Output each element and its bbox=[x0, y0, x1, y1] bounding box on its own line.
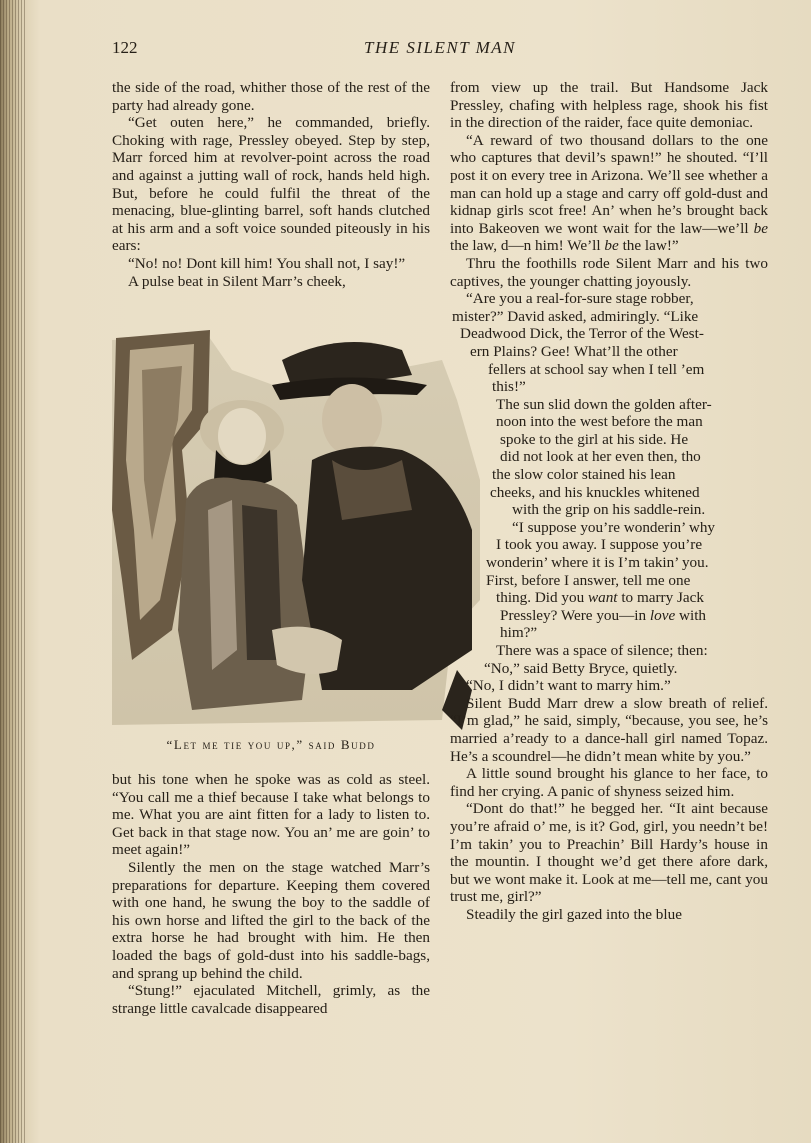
running-title: THE SILENT MAN bbox=[364, 38, 516, 57]
paragraph: Silent Budd Marr drew a slow breath of relief. “I’m glad,” he said, simply, “because, you see, he’s married a’ready to a dance-hall girl named Topaz. He’s a scoundrel—he didn’t mean white by you.” bbox=[450, 694, 768, 765]
text-line: noon into the west before the man bbox=[496, 413, 703, 431]
paragraph: Silently the men on the stage watched Marr’s preparations for departure. Keeping them covered with one hand, he swung the boy to the saddle of his own horse and lifted the girl to the back of the extra horse he had brought with him. He then loaded the bags of gold-dust into his saddle-bags, and sprang up behind the child. bbox=[112, 858, 430, 982]
text-line: did not look at her even then, tho bbox=[500, 448, 701, 466]
paragraph: Steadily the girl gazed into the blue bbox=[466, 905, 682, 923]
text-line: Deadwood Dick, the Terror of the West- bbox=[460, 325, 704, 343]
text-run: with bbox=[679, 606, 707, 624]
text-line: “No,” said Betty Bryce, quietly. bbox=[484, 659, 678, 677]
paragraph: A little sound brought his glance to her face, to find her crying. A panic of shyness seized him. bbox=[450, 765, 768, 800]
text-line: spoke to the girl at his side. He bbox=[500, 430, 689, 448]
paragraph: the side of the road, whither those of the rest of the party had already gone. bbox=[112, 79, 430, 114]
paragraph: “Stung!” ejaculated Mitchell, grimly, as the strange little cavalcade disappeared bbox=[112, 982, 430, 1017]
text-line: “I suppose you’re wonderin’ why bbox=[512, 518, 716, 536]
text-line: him?” bbox=[500, 624, 538, 642]
page-header bbox=[112, 38, 768, 64]
right-column bbox=[450, 79, 768, 924]
text-line bbox=[496, 589, 768, 607]
text-line: the slow color stained his lean bbox=[492, 466, 676, 484]
text-line: this!” bbox=[492, 378, 526, 396]
text-line: “Are you a real-for-sure stage robber, bbox=[466, 290, 694, 308]
text-line: First, before I answer, tell me one bbox=[486, 571, 691, 589]
emphasis: want bbox=[587, 589, 618, 607]
text-line: The sun slid down the golden after- bbox=[496, 395, 712, 413]
paragraph: “No! no! Dont kill him! You shall not, I say!” bbox=[128, 254, 406, 272]
text-run: thing. Did you bbox=[496, 589, 585, 607]
text-line: with the grip on his saddle-rein. bbox=[512, 501, 706, 519]
book-binding bbox=[0, 0, 26, 1143]
paragraph: from view up the trail. But Handsome Jack Pressley, chafing with helpless rage, shook his fist in the direction of the raider, face quite demoniac. bbox=[450, 79, 768, 132]
emphasis: be bbox=[604, 237, 619, 255]
emphasis: love bbox=[649, 606, 676, 624]
left-column-top bbox=[112, 79, 430, 290]
paragraph: “No, I didn’t want to marry him.” bbox=[466, 677, 671, 695]
text-line bbox=[500, 607, 768, 625]
text-line: mister?” David asked, admiringly. “Like bbox=[452, 307, 699, 325]
text-line: I took you away. I suppose you’re bbox=[496, 536, 703, 554]
left-column-bottom bbox=[112, 771, 430, 1017]
text-line: wonderin’ where it is I’m takin’ you. bbox=[486, 554, 709, 572]
text-run: the law, d—n him! We’ll bbox=[450, 237, 601, 255]
paragraph: but his tone when he spoke was as cold as steel. “You call me a thief because I take what belongs to me. What you are aint fitten for a lady to listen to. Get back in that stage now. You an’ me are goin’ to meet again!” bbox=[112, 771, 430, 859]
text-line: fellers at school say when I tell ’em bbox=[488, 360, 705, 378]
paragraph: A pulse beat in Silent Marr’s cheek, bbox=[128, 272, 346, 290]
text-run: “A reward of two thousand dollars to the one who captures that devil’s spawn!” he shouted. “I’ll post it on every tree in Arizona. We’ll see whether a man can hold up a stage and carry off gold-dust and kidnap girls scot free! An’ when he’s brought back into Bakeoven we wont wait for the law—we’ll bbox=[450, 131, 768, 237]
page-number: 122 bbox=[112, 38, 138, 57]
illustration-photo bbox=[112, 330, 480, 730]
text-line: cheeks, and his knuckles whitened bbox=[490, 483, 700, 501]
paragraph: “Dont do that!” he begged her. “It aint because you’re afraid o’ me, is it? God, girl, you needn’t be! I’m takin’ you to Preachin’ Bill Hardy’s house in the mountin. I thought we’d get there afore dark, but we wont make it. Look at me—tell me, cant you trust me, girl?” bbox=[450, 800, 768, 906]
paragraph: Thru the foothills rode Silent Marr and his two captives, the younger chatting joyously. bbox=[450, 254, 768, 290]
text-run: the law!” bbox=[622, 237, 679, 255]
text-line: ern Plains? Gee! What’ll the other bbox=[470, 342, 678, 360]
text-line: There was a space of silence; then: bbox=[496, 642, 708, 659]
emphasis: be bbox=[753, 219, 769, 237]
wrapped-lines bbox=[450, 290, 768, 677]
text-run: to marry Jack bbox=[621, 589, 704, 607]
paragraph: “Get outen here,” he commanded, briefly. Choking with rage, Pressley obeyed. Step by step, Marr forced him at revolver-point across the road and against a jutting wall of rock, hands held high. But, before he could fulfil the threat of the menacing, blue-glinting barrel, soft hands clutched at his arm and a soft voice sounded piteously in his ears: bbox=[112, 114, 430, 255]
paragraph bbox=[450, 132, 768, 255]
illustration-caption: “Let me tie you up,” said Budd bbox=[166, 737, 376, 752]
text-run: Pressley? Were you—in bbox=[500, 606, 647, 624]
